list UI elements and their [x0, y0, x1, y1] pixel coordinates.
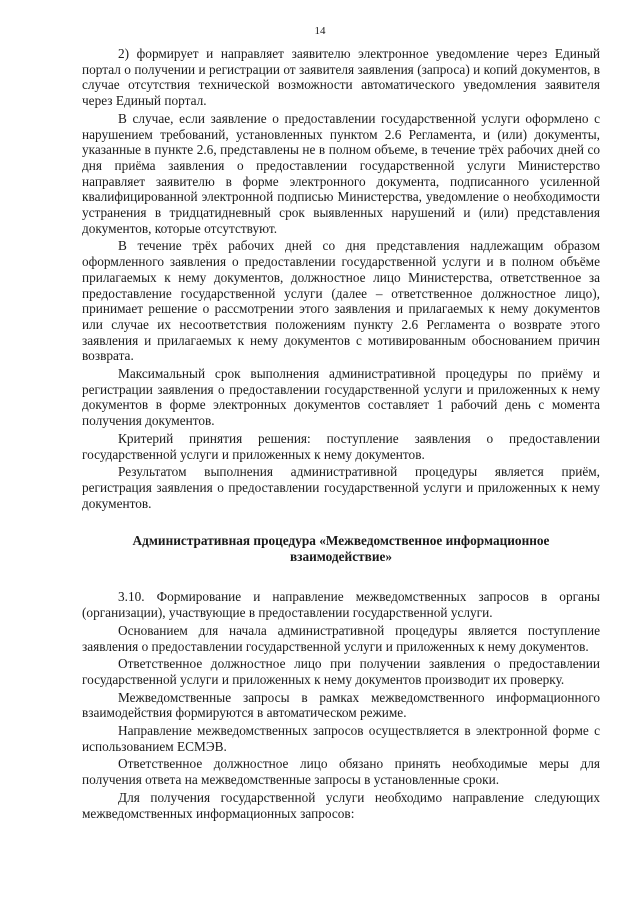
paragraph-max-duration: Максимальный срок выполнения административной процедуры по приёму и регистрации заявления о предоставлении государственной услуги и приложенных к нему документов в форме электронных документов составляет 1 рабочий день с момента получения документов. — [82, 366, 600, 429]
paragraph-procedure-result: Результатом выполнения административной процедуры является приём, регистрация заявления о предоставлении государственной услуги и приложенных к нему документов. — [82, 464, 600, 511]
paragraph-incomplete-application: В случае, если заявление о предоставлении государственной услуги оформлено с нарушением требований, установленных пунктом 2.6 Регламента, и (или) документы, указанные в пункте 2.6, представлены не в полном объеме, в течение трёх рабочих дней со дня приёма заявления о предоставлении государственной услуги Министерство направляет заявителю в форме электронного документа, подписанного усиленной квалифицированной электронной подписью Министерства, уведомление о необходимости устранения в тридцатидневный срок выявленных нарушений и (или) представления документов, которые отсутствуют. — [82, 110, 600, 236]
paragraph-decision-criterion: Критерий принятия решения: поступление заявления о предоставлении государственной услуги и приложенных к нему документов. — [82, 430, 600, 462]
section-heading: Административная процедура «Межведомственное информационное взаимодействие» — [132, 533, 550, 565]
paragraph-required-requests: Для получения государственной услуги необходимо направление следующих межведомственных информационных запросов: — [82, 789, 600, 821]
paragraph-automatic-requests: Межведомственные запросы в рамках межведомственного информационного взаимодействия формируются в автоматическом режиме. — [82, 689, 600, 721]
paragraph-procedure-basis: Основанием для начала административной процедуры является поступление заявления о предоставлении государственной услуги и приложенных к нему документов. — [82, 622, 600, 654]
document-body — [82, 46, 600, 823]
paragraph-notification: 2) формирует и направляет заявителю электронное уведомление через Единый портал о получении и регистрации от заявителя заявления (запроса) и копий документов, в случае отсутствия технической возможности автоматического уведомления заявителя через Единый портал. — [82, 46, 600, 109]
paragraph-response-measures: Ответственное должностное лицо обязано принять необходимые меры для получения ответа на межведомственные запросы в установленные сроки. — [82, 756, 600, 788]
page-number: 14 — [314, 25, 326, 37]
paragraph-esmev: Направление межведомственных запросов осуществляется в электронной форме с использованием ЕСМЭВ. — [82, 723, 600, 754]
paragraph-document-check: Ответственное должностное лицо при получении заявления о предоставлении государственной услуги и приложенных к нему документов производит их проверку. — [82, 656, 600, 687]
paragraph-decision-term: В течение трёх рабочих дней со дня представления надлежащим образом оформленного заявления о предоставлении государственной услуги и в полном объёме прилагаемых к нему документов, должностное лицо Министерства, ответственное за предоставление государственной услуги (далее – ответственное должностное лицо), принимает решение о рассмотрении этого заявления и прилагаемых к нему документов или случае их несоответствия положениям пункту 2.6 Регламента о возврате этого заявления и прилагаемых к нему документов с мотивированным обоснованием причин возврата. — [82, 238, 600, 364]
paragraph-3-10: 3.10. Формирование и направление межведомственных запросов в органы (организации), участвующие в предоставлении государственной услуги. — [82, 589, 600, 621]
